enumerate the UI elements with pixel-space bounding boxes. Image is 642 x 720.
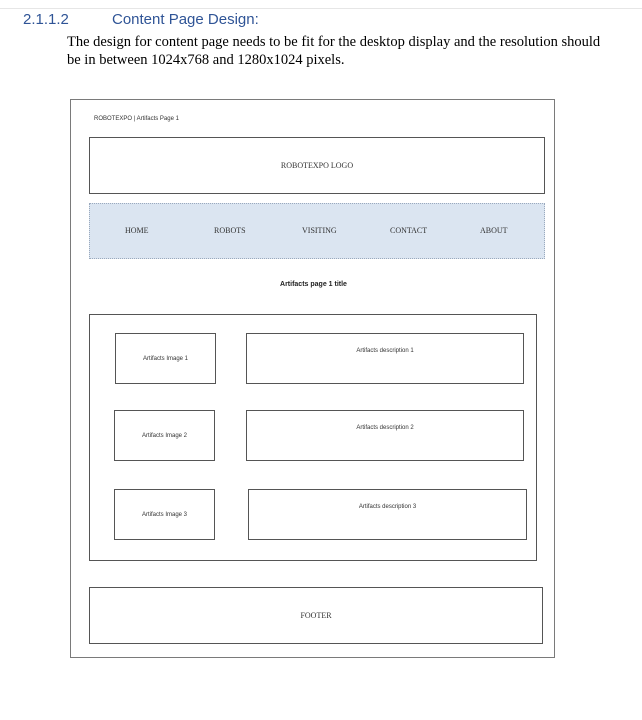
wireframe-figure bbox=[70, 99, 555, 658]
artifact-image-label: Artifacts Image 2 bbox=[141, 432, 188, 439]
artifact-image-1 bbox=[115, 333, 216, 384]
artifact-image-label: Artifacts Image 3 bbox=[141, 511, 188, 518]
page-title: Artifacts page 1 title bbox=[280, 281, 347, 288]
body-paragraph: The design for content page needs to be fit for the desktop display and the resolution should be in between 1024x768 and 1280x1024 pixels. bbox=[67, 34, 601, 68]
footer-label: FOOTER bbox=[300, 611, 332, 620]
artifact-description-label: Artifacts description 3 bbox=[358, 504, 417, 510]
logo-box bbox=[89, 137, 545, 194]
section-title: Content Page Design: bbox=[112, 11, 259, 28]
content-area bbox=[89, 314, 537, 561]
artifact-description-label: Artifacts description 2 bbox=[356, 425, 414, 431]
artifact-description-label: Artifacts description 1 bbox=[356, 348, 414, 354]
top-rule bbox=[0, 8, 642, 9]
artifact-image-2 bbox=[114, 410, 215, 461]
nav-bar bbox=[89, 203, 545, 259]
section-heading bbox=[23, 11, 259, 28]
nav-item-contact: CONTACT bbox=[390, 226, 428, 235]
nav-item-visiting: VISITING bbox=[302, 226, 337, 235]
logo-label: ROBOTEXPO LOGO bbox=[280, 161, 354, 170]
artifact-image-label: Artifacts Image 1 bbox=[142, 355, 189, 362]
artifact-description-1 bbox=[246, 333, 524, 384]
wireframe-caption: ROBOTEXPO | Artifacts Page 1 bbox=[94, 116, 179, 122]
nav-item-about: ABOUT bbox=[480, 226, 508, 235]
artifact-image-3 bbox=[114, 489, 215, 540]
nav-item-robots: ROBOTS bbox=[214, 226, 246, 235]
artifact-description-2 bbox=[246, 410, 524, 461]
section-number: 2.1.1.2 bbox=[23, 11, 69, 28]
nav-item-home: HOME bbox=[125, 226, 149, 235]
artifact-description-3 bbox=[248, 489, 527, 540]
footer-box bbox=[89, 587, 543, 644]
